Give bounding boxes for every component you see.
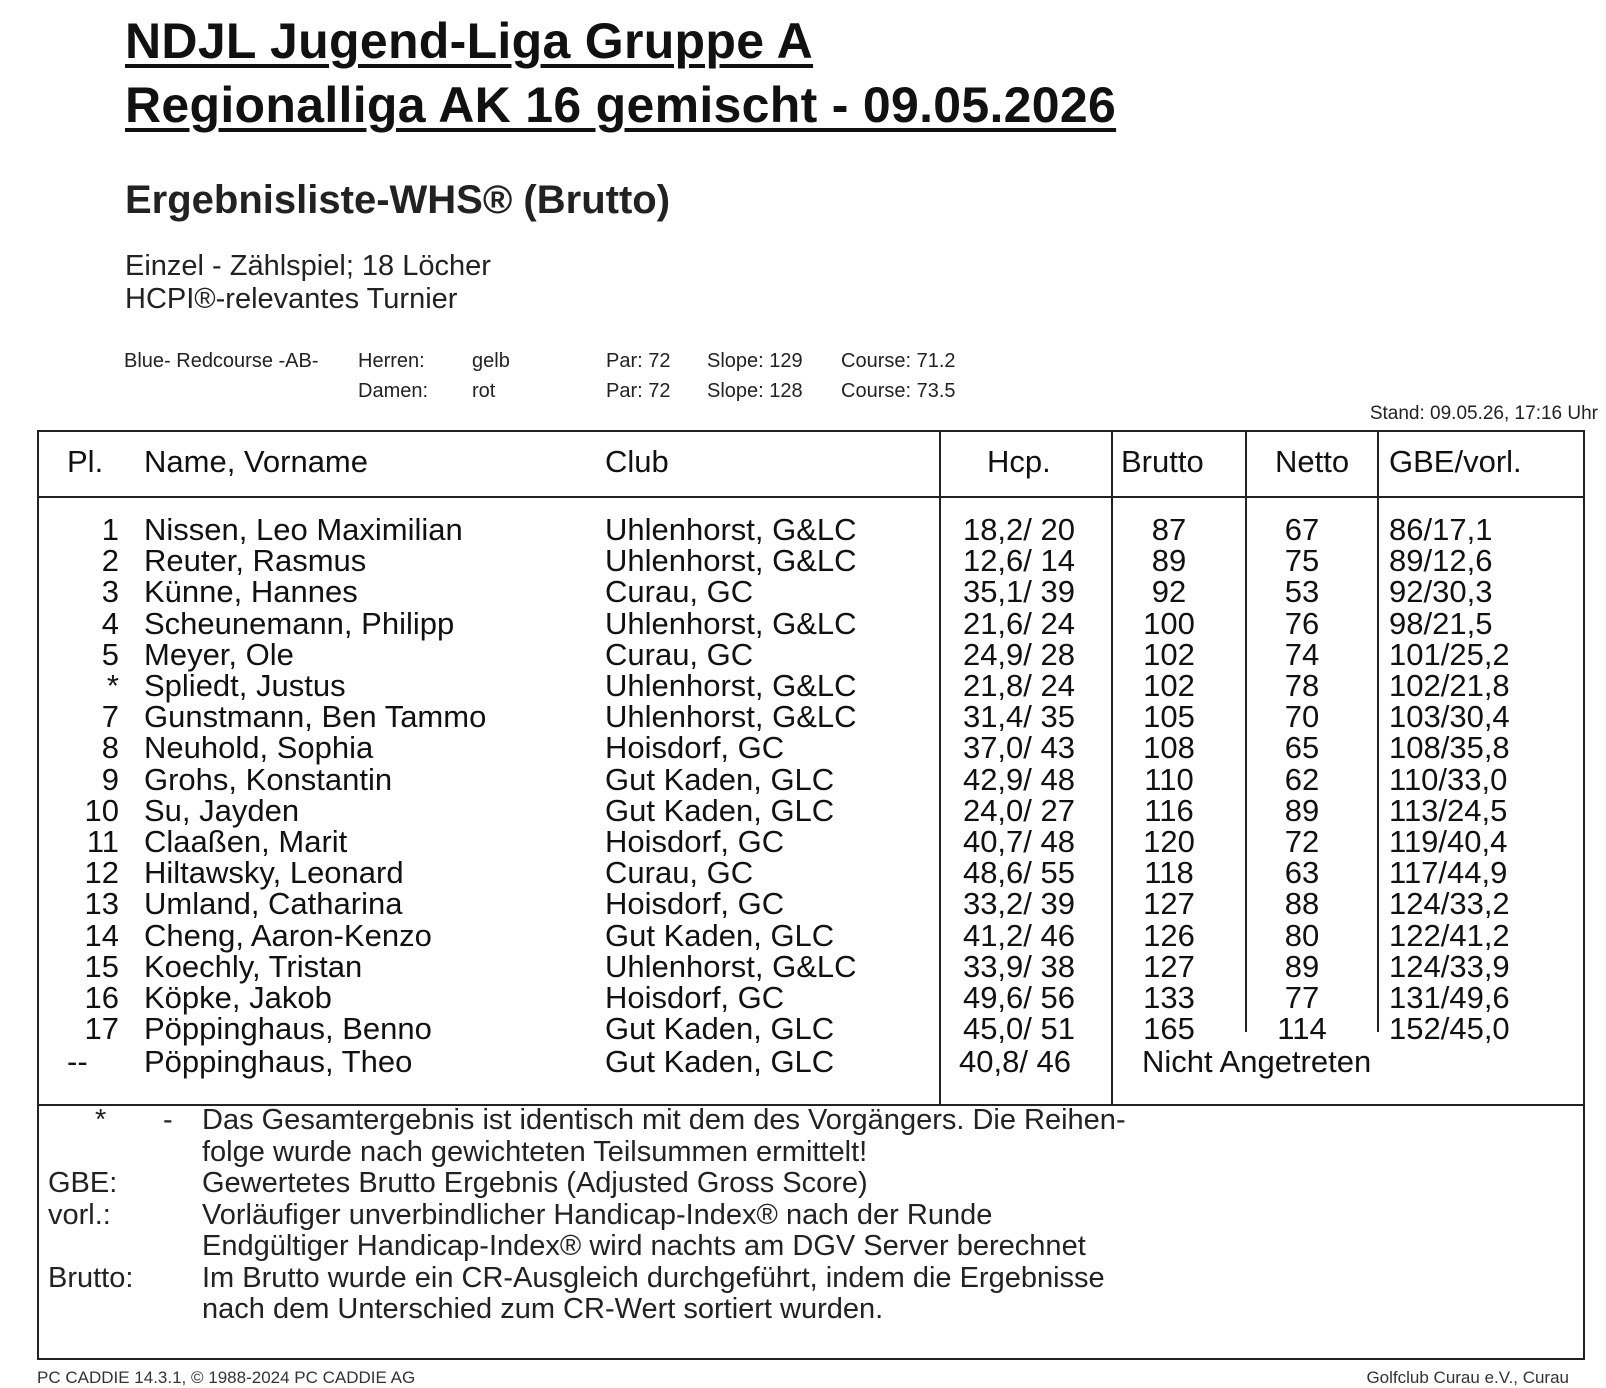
- legend-text: Endgültiger Handicap-Index® wird nachts am DGV Server berechnet: [202, 1230, 1086, 1262]
- cell-gbe: 92/30,3: [1389, 574, 1493, 610]
- table-row: [39, 792, 1583, 828]
- cell-place: 14: [84, 917, 119, 953]
- table-row: [39, 855, 1583, 891]
- cell-name: Nissen, Leo Maximilian: [144, 512, 463, 547]
- cell-club: Hoisdorf, GC: [605, 730, 785, 766]
- results-list-title: Ergebnisliste-WHS® (Brutto): [125, 178, 671, 222]
- cell-hcp: 24,9/ 28: [962, 636, 1075, 672]
- cell-name: Köpke, Jakob: [144, 980, 332, 1015]
- legend-key: GBE:: [48, 1167, 118, 1199]
- cell-name: Grohs, Konstantin: [144, 761, 393, 797]
- page-title: NDJL Jugend-Liga Gruppe A: [125, 13, 814, 69]
- table-row-absent: [39, 1044, 1583, 1079]
- table-row: [39, 917, 1583, 953]
- cell-gbe: 152/45,0: [1389, 1011, 1510, 1047]
- cell-place: 12: [84, 855, 119, 891]
- cell-name: Koechly, Tristan: [144, 948, 363, 984]
- footer-club: Golfclub Curau e.V., Curau: [1366, 1368, 1569, 1387]
- cell-hcp: 35,1/ 39: [962, 574, 1075, 610]
- cell-club: Uhlenhorst, G&LC: [605, 543, 857, 579]
- cell-place: 9: [101, 761, 119, 797]
- table-row: [39, 730, 1583, 766]
- cell-gbe: 131/49,6: [1389, 980, 1510, 1015]
- cell-club: Uhlenhorst, G&LC: [605, 948, 857, 984]
- cell-place: --: [67, 1044, 88, 1079]
- cell-name: Künne, Hannes: [144, 574, 358, 610]
- cell-brutto: 120: [1143, 824, 1195, 859]
- cell-place: *: [106, 668, 119, 703]
- tee-group-men: Herren:: [358, 350, 425, 372]
- header-divider: [39, 496, 1583, 498]
- header-place: Pl.: [67, 444, 104, 479]
- legend-text: Das Gesamtergebnis ist identisch mit dem des Vorgängers. Die Reihen-: [202, 1104, 1126, 1136]
- table-row: [39, 761, 1583, 797]
- table-row: [39, 668, 1583, 703]
- cell-club: Gut Kaden, GLC: [605, 792, 835, 828]
- header-gbe: GBE/vorl.: [1389, 444, 1522, 479]
- cell-netto: 76: [1284, 605, 1320, 641]
- cell-hcp: 40,7/ 48: [962, 824, 1075, 859]
- cell-hcp: 18,2/ 20: [962, 512, 1075, 547]
- page-title-line2: Regionalliga AK 16 gemischt - 09.05.2026: [125, 77, 1117, 133]
- cell-place: 4: [101, 605, 119, 641]
- cell-brutto: 127: [1143, 948, 1195, 984]
- cell-place: 3: [101, 574, 119, 610]
- cell-netto: 89: [1284, 792, 1320, 828]
- table-row: [39, 948, 1583, 984]
- cell-gbe: 124/33,2: [1389, 886, 1510, 922]
- cell-gbe: 113/24,5: [1389, 792, 1508, 828]
- legend-item: [39, 1167, 1583, 1200]
- cell-gbe: 102/21,8: [1389, 668, 1510, 703]
- legend-text: Gewertetes Brutto Ergebnis (Adjusted Gross Score): [202, 1167, 868, 1199]
- legend-text: folge wurde nach gewichteten Teilsummen ermittelt!: [202, 1135, 868, 1168]
- course-rating-women: Course: 73.5: [841, 380, 956, 402]
- cell-brutto: 110: [1144, 761, 1194, 797]
- table-row: [39, 574, 1583, 610]
- cell-gbe: 124/33,9: [1389, 948, 1510, 984]
- cell-name: Reuter, Rasmus: [144, 543, 367, 579]
- cell-place: 17: [84, 1011, 119, 1047]
- header-club: Club: [605, 444, 669, 479]
- header-brutto: Brutto: [1121, 444, 1204, 479]
- cell-gbe: 89/12,6: [1389, 543, 1493, 579]
- cell-name: Umland, Catharina: [144, 886, 403, 922]
- cell-brutto: 118: [1144, 855, 1194, 891]
- legend-text: Im Brutto wurde ein CR-Ausgleich durchgeführt, indem die Ergebnisse: [202, 1261, 1105, 1294]
- cell-brutto: 102: [1143, 636, 1195, 672]
- cell-name: Pöppinghaus, Theo: [144, 1044, 413, 1079]
- timestamp-stand: Stand: 09.05.26, 17:16 Uhr: [1369, 403, 1598, 424]
- table-row: [39, 605, 1583, 641]
- cell-netto: 67: [1284, 512, 1320, 547]
- tee-color-women: rot: [472, 380, 496, 402]
- course-rating-men: Course: 71.2: [841, 350, 956, 372]
- cell-netto: 53: [1284, 574, 1320, 610]
- cell-hcp: 49,6/ 56: [962, 980, 1075, 1015]
- cell-name: Gunstmann, Ben Tammo: [144, 699, 487, 735]
- cell-netto: 88: [1284, 886, 1320, 922]
- cell-hcp: 45,0/ 51: [962, 1011, 1075, 1047]
- cell-brutto: 100: [1143, 605, 1195, 641]
- cell-name: Neuhold, Sophia: [144, 730, 374, 766]
- par-men: Par: 72: [606, 350, 671, 372]
- table-row: [39, 699, 1583, 735]
- legend-item: [39, 1104, 1583, 1137]
- cell-netto: 74: [1284, 636, 1320, 672]
- cell-hcp: 12,6/ 14: [962, 543, 1075, 579]
- table-row: [39, 824, 1583, 859]
- cell-place: 1: [101, 512, 119, 547]
- cell-netto: 78: [1284, 668, 1320, 703]
- cell-club: Hoisdorf, GC: [605, 980, 785, 1015]
- cell-netto: 80: [1284, 917, 1320, 953]
- table-row: [39, 636, 1583, 672]
- cell-brutto: 105: [1143, 699, 1195, 735]
- cell-club: Curau, GC: [605, 636, 754, 672]
- cell-hcp: 41,2/ 46: [962, 917, 1075, 953]
- cell-club: Gut Kaden, GLC: [605, 917, 835, 953]
- cell-hcp: 33,2/ 39: [962, 886, 1075, 922]
- cell-club: Uhlenhorst, G&LC: [605, 605, 857, 641]
- hcpi-relevance: HCPI®-relevantes Turnier: [125, 283, 458, 315]
- cell-hcp: 31,4/ 35: [962, 699, 1075, 735]
- cell-place: 7: [101, 699, 119, 735]
- cell-place: 10: [84, 792, 119, 828]
- table-row: [39, 980, 1583, 1015]
- legend-box: [37, 1104, 1585, 1360]
- cell-place: 16: [84, 980, 119, 1015]
- legend-text: nach dem Unterschied zum CR-Wert sortiert wurden.: [202, 1293, 884, 1325]
- cell-netto: 77: [1284, 980, 1320, 1015]
- cell-club: Gut Kaden, GLC: [605, 1011, 835, 1047]
- cell-place: 2: [101, 543, 119, 579]
- cell-netto: 63: [1284, 855, 1320, 891]
- cell-brutto: 116: [1144, 792, 1194, 828]
- cell-hcp: 33,9/ 38: [962, 948, 1075, 984]
- cell-brutto: 165: [1143, 1011, 1195, 1047]
- legend-item: [39, 1293, 1583, 1326]
- cell-netto: 62: [1284, 761, 1320, 797]
- cell-gbe: 98/21,5: [1389, 605, 1493, 641]
- cell-name: Su, Jayden: [144, 792, 300, 828]
- cell-club: Curau, GC: [605, 574, 754, 610]
- table-row: [39, 1011, 1583, 1047]
- cell-brutto: 87: [1151, 512, 1187, 547]
- results-table: [37, 430, 1585, 1106]
- cell-brutto: 92: [1151, 574, 1187, 610]
- cell-netto: 70: [1284, 699, 1320, 735]
- legend-dash: -: [163, 1104, 173, 1136]
- table-row: [39, 543, 1583, 579]
- cell-gbe: 108/35,8: [1389, 730, 1510, 766]
- slope-women: Slope: 128: [707, 380, 803, 402]
- cell-club: Uhlenhorst, G&LC: [605, 512, 857, 547]
- cell-name: Cheng, Aaron-Kenzo: [144, 917, 432, 953]
- legend-key: vorl.:: [48, 1198, 111, 1231]
- cell-netto: 114: [1277, 1011, 1327, 1047]
- legend-item: [39, 1199, 1583, 1232]
- cell-name: Hiltawsky, Leonard: [144, 855, 404, 891]
- cell-name: Spliedt, Justus: [144, 668, 346, 703]
- table-row: [39, 512, 1583, 547]
- cell-brutto: 127: [1143, 886, 1195, 922]
- legend-key: *: [95, 1104, 107, 1136]
- cell-brutto: 133: [1143, 980, 1195, 1015]
- cell-brutto: 89: [1151, 543, 1187, 579]
- cell-place: 8: [101, 730, 119, 766]
- tee-group-women: Damen:: [358, 380, 429, 402]
- cell-hcp: 37,0/ 43: [962, 730, 1075, 766]
- cell-name: Scheunemann, Philipp: [144, 605, 455, 641]
- legend-text: Vorläufiger unverbindlicher Handicap-Index® nach der Runde: [202, 1198, 993, 1231]
- cell-gbe: 119/40,4: [1389, 824, 1508, 859]
- competition-mode: Einzel - Zählspiel; 18 Löcher: [125, 250, 491, 282]
- legend-item: [39, 1230, 1583, 1263]
- cell-club: Hoisdorf, GC: [605, 886, 785, 922]
- cell-brutto: 102: [1143, 668, 1195, 703]
- cell-name: Pöppinghaus, Benno: [144, 1011, 432, 1047]
- cell-name: Claaßen, Marit: [144, 824, 348, 859]
- cell-brutto: 126: [1143, 917, 1195, 953]
- cell-status: Nicht Angetreten: [1142, 1044, 1372, 1079]
- cell-hcp: 21,6/ 24: [962, 605, 1075, 641]
- cell-gbe: 117/44,9: [1389, 855, 1508, 891]
- table-row: [39, 886, 1583, 922]
- cell-place: 11: [86, 824, 119, 859]
- footer-software: PC CADDIE 14.3.1, © 1988-2024 PC CADDIE AG: [37, 1368, 416, 1387]
- legend-key: Brutto:: [48, 1261, 134, 1294]
- slope-men: Slope: 129: [707, 350, 803, 372]
- header-name: Name, Vorname: [144, 444, 368, 479]
- cell-hcp: 42,9/ 48: [962, 761, 1075, 797]
- course-name: Blue- Redcourse -AB-: [124, 350, 319, 372]
- cell-gbe: 110/33,0: [1389, 761, 1508, 797]
- cell-netto: 89: [1284, 948, 1320, 984]
- header-hcp: Hcp.: [987, 444, 1051, 479]
- cell-place: 13: [84, 886, 119, 922]
- cell-hcp: 24,0/ 27: [962, 792, 1075, 828]
- cell-club: Uhlenhorst, G&LC: [605, 699, 857, 735]
- header-netto: Netto: [1275, 444, 1350, 479]
- cell-hcp: 40,8/ 46: [959, 1044, 1072, 1079]
- cell-brutto: 108: [1143, 730, 1195, 766]
- cell-club: Gut Kaden, GLC: [605, 1044, 835, 1079]
- cell-name: Meyer, Ole: [144, 636, 294, 672]
- cell-netto: 65: [1284, 730, 1320, 766]
- cell-place: 15: [84, 948, 119, 984]
- cell-club: Hoisdorf, GC: [605, 824, 785, 859]
- tee-color-men: gelb: [472, 350, 510, 372]
- cell-hcp: 21,8/ 24: [962, 668, 1075, 703]
- cell-hcp: 48,6/ 55: [962, 855, 1075, 891]
- cell-club: Gut Kaden, GLC: [605, 761, 835, 797]
- par-women: Par: 72: [606, 380, 671, 402]
- cell-netto: 72: [1284, 824, 1320, 859]
- cell-club: Curau, GC: [605, 855, 754, 891]
- legend-item: [39, 1136, 1583, 1169]
- legend-item: [39, 1262, 1583, 1295]
- cell-gbe: 103/30,4: [1389, 699, 1510, 735]
- cell-gbe: 101/25,2: [1389, 636, 1510, 672]
- cell-gbe: 86/17,1: [1389, 512, 1493, 547]
- cell-club: Uhlenhorst, G&LC: [605, 668, 857, 703]
- cell-netto: 75: [1284, 543, 1320, 579]
- cell-gbe: 122/41,2: [1389, 917, 1510, 953]
- cell-place: 5: [101, 636, 119, 672]
